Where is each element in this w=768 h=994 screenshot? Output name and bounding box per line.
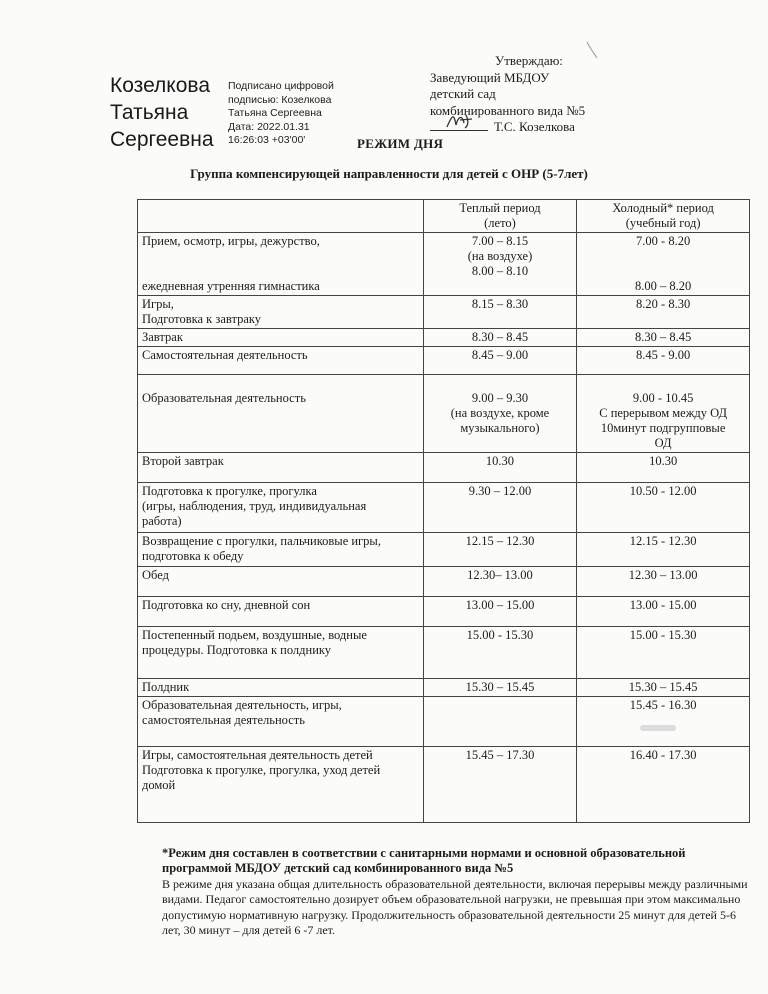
table-row [138,597,750,627]
table-row [138,375,750,453]
cold-period-cell: 15.45 - 16.30 [577,697,750,747]
warm-period-cell: 8.15 – 8.30 [423,296,577,329]
activity-cell: Постепенный подьем, воздушные, водные процедуры. Подготовка к полднику [138,627,424,679]
approval-signer: Т.С. Козелкова [494,119,575,135]
header-cold-label: Холодный* период (учебный год) [612,201,714,230]
header-cold-period [577,200,750,233]
activity-cell: Самостоятельная деятельность [138,347,424,375]
activity-cell: Подготовка к прогулке, прогулка (игры, наблюдения, труд, индивидуальная работа) [138,483,424,533]
table-row [138,747,750,823]
warm-period-cell: 12.15 – 12.30 [423,533,577,567]
signature-name-line: Козелкова [110,74,211,97]
cold-period-cell: 12.15 - 12.30 [577,533,750,567]
table-row [138,329,750,347]
cold-period-cell: 16.40 - 17.30 [577,747,750,823]
warm-period-cell: 15.00 - 15.30 [423,627,577,679]
approval-header: Утверждаю: [495,53,563,68]
approval-signer-row [430,119,585,136]
activity-cell: Игры, самостоятельная деятельность детей Подготовка к прогулке, прогулка, уход детей домой [138,747,424,823]
signature-name [110,72,214,153]
cold-period-cell: 10.30 [577,453,750,483]
warm-period-cell: 8.45 – 9.00 [423,347,577,375]
activity-cell: Игры, Подготовка к завтраку [138,296,424,329]
table-row [138,567,750,597]
scan-smudge [640,725,676,731]
table-row [138,679,750,697]
signature-details [228,80,334,148]
warm-period-cell: 7.00 – 8.15 (на воздухе) 8.00 – 8.10 [423,233,577,296]
warm-period-cell: 12.30– 13.00 [423,567,577,597]
table-header-row [138,200,750,233]
header-activity [138,200,424,233]
warm-period-cell: 13.00 – 15.00 [423,597,577,627]
cold-period-cell: 13.00 - 15.00 [577,597,750,627]
approval-line: комбинированного вида №5 [430,102,586,118]
signature-detail-line: 16:26:03 +03'00' [228,134,306,147]
page-subtitle: Группа компенсирующей направленности для детей с ОНР (5-7лет) [190,166,588,181]
approval-line: Заведующий МБДОУ [430,69,550,85]
header-warm-label: Теплый период (лето) [459,201,541,230]
table-row [138,627,750,679]
page-title: РЕЖИМ ДНЯ [357,136,444,151]
table-row [138,483,750,533]
warm-period-cell: 9.30 – 12.00 [423,483,577,533]
footnote-block [162,846,752,938]
pen-mark-icon [585,40,599,60]
cold-period-cell: 10.50 - 12.00 [577,483,750,533]
activity-cell: Возвращение с прогулки, пальчиковые игры, подготовка к обеду [138,533,424,567]
activity-cell: Обед [138,567,424,597]
cold-period-cell: 9.00 - 10.45 С перерывом между ОД 10минут подгрупповые ОД [577,375,750,453]
warm-period-cell: 15.45 – 17.30 [423,747,577,823]
warm-period-cell [423,697,577,747]
cold-period-cell: 7.00 - 8.20 8.00 – 8.20 [577,233,750,296]
table-row [138,296,750,329]
signature-detail-line: Подписано цифровой [228,80,334,92]
warm-period-cell: 9.00 – 9.30 (на воздухе, кроме музыкального) [423,375,577,453]
cold-period-cell: 15.30 – 15.45 [577,679,750,697]
signature-detail-line: подписью: Козелкова [228,93,332,106]
table-row [138,533,750,567]
header-warm-period [423,200,577,233]
warm-period-cell: 10.30 [423,453,577,483]
cold-period-cell: 8.45 - 9.00 [577,347,750,375]
activity-cell: Образовательная деятельность, игры, самостоятельная деятельность [138,697,424,747]
signature-name-line: Татьяна [110,101,189,124]
cold-period-cell: 15.00 - 15.30 [577,627,750,679]
handwritten-signature-icon [444,111,478,131]
table-row [138,697,750,747]
activity-cell: Прием, осмотр, игры, дежурство, ежедневная утренняя гимнастика [138,233,424,296]
footnote-bold: *Режим дня составлен в соответствии с санитарными нормами и основной образовательной программой МБДОУ детский сад комбинированного вида №5 [162,846,686,876]
table-row [138,453,750,483]
signature-line [430,120,488,131]
signature-detail-line: Татьяна Сергеевна [228,107,322,120]
cold-period-cell: 8.20 - 8.30 [577,296,750,329]
activity-cell: Второй завтрак [138,453,424,483]
cold-period-cell: 8.30 – 8.45 [577,329,750,347]
signature-name-line: Сергеевна [110,128,214,151]
footnote-text: В режиме дня указана общая длительность образовательной деятельности, включая перерывы между различными видами. Педагог самостоятельно дозирует объем образовательной нагрузки, не превышая при этом максимально допустимую нормативную нагрузку. Продолжительность образовательной деятельности 25 минут для детей 5-6 лет, 30 минут – для детей 6 -7 лет. [162,876,748,938]
table-row [138,233,750,296]
cold-period-cell: 12.30 – 13.00 [577,567,750,597]
activity-cell: Полдник [138,679,424,697]
warm-period-cell: 8.30 – 8.45 [423,329,577,347]
activity-cell: Подготовка ко сну, дневной сон [138,597,424,627]
approval-line: детский сад [430,86,496,102]
activity-cell: Завтрак [138,329,424,347]
table-row [138,347,750,375]
activity-cell: Образовательная деятельность [138,375,424,453]
approval-block [430,53,585,136]
warm-period-cell: 15.30 – 15.45 [423,679,577,697]
signature-detail-line: Дата: 2022.01.31 [228,120,310,133]
